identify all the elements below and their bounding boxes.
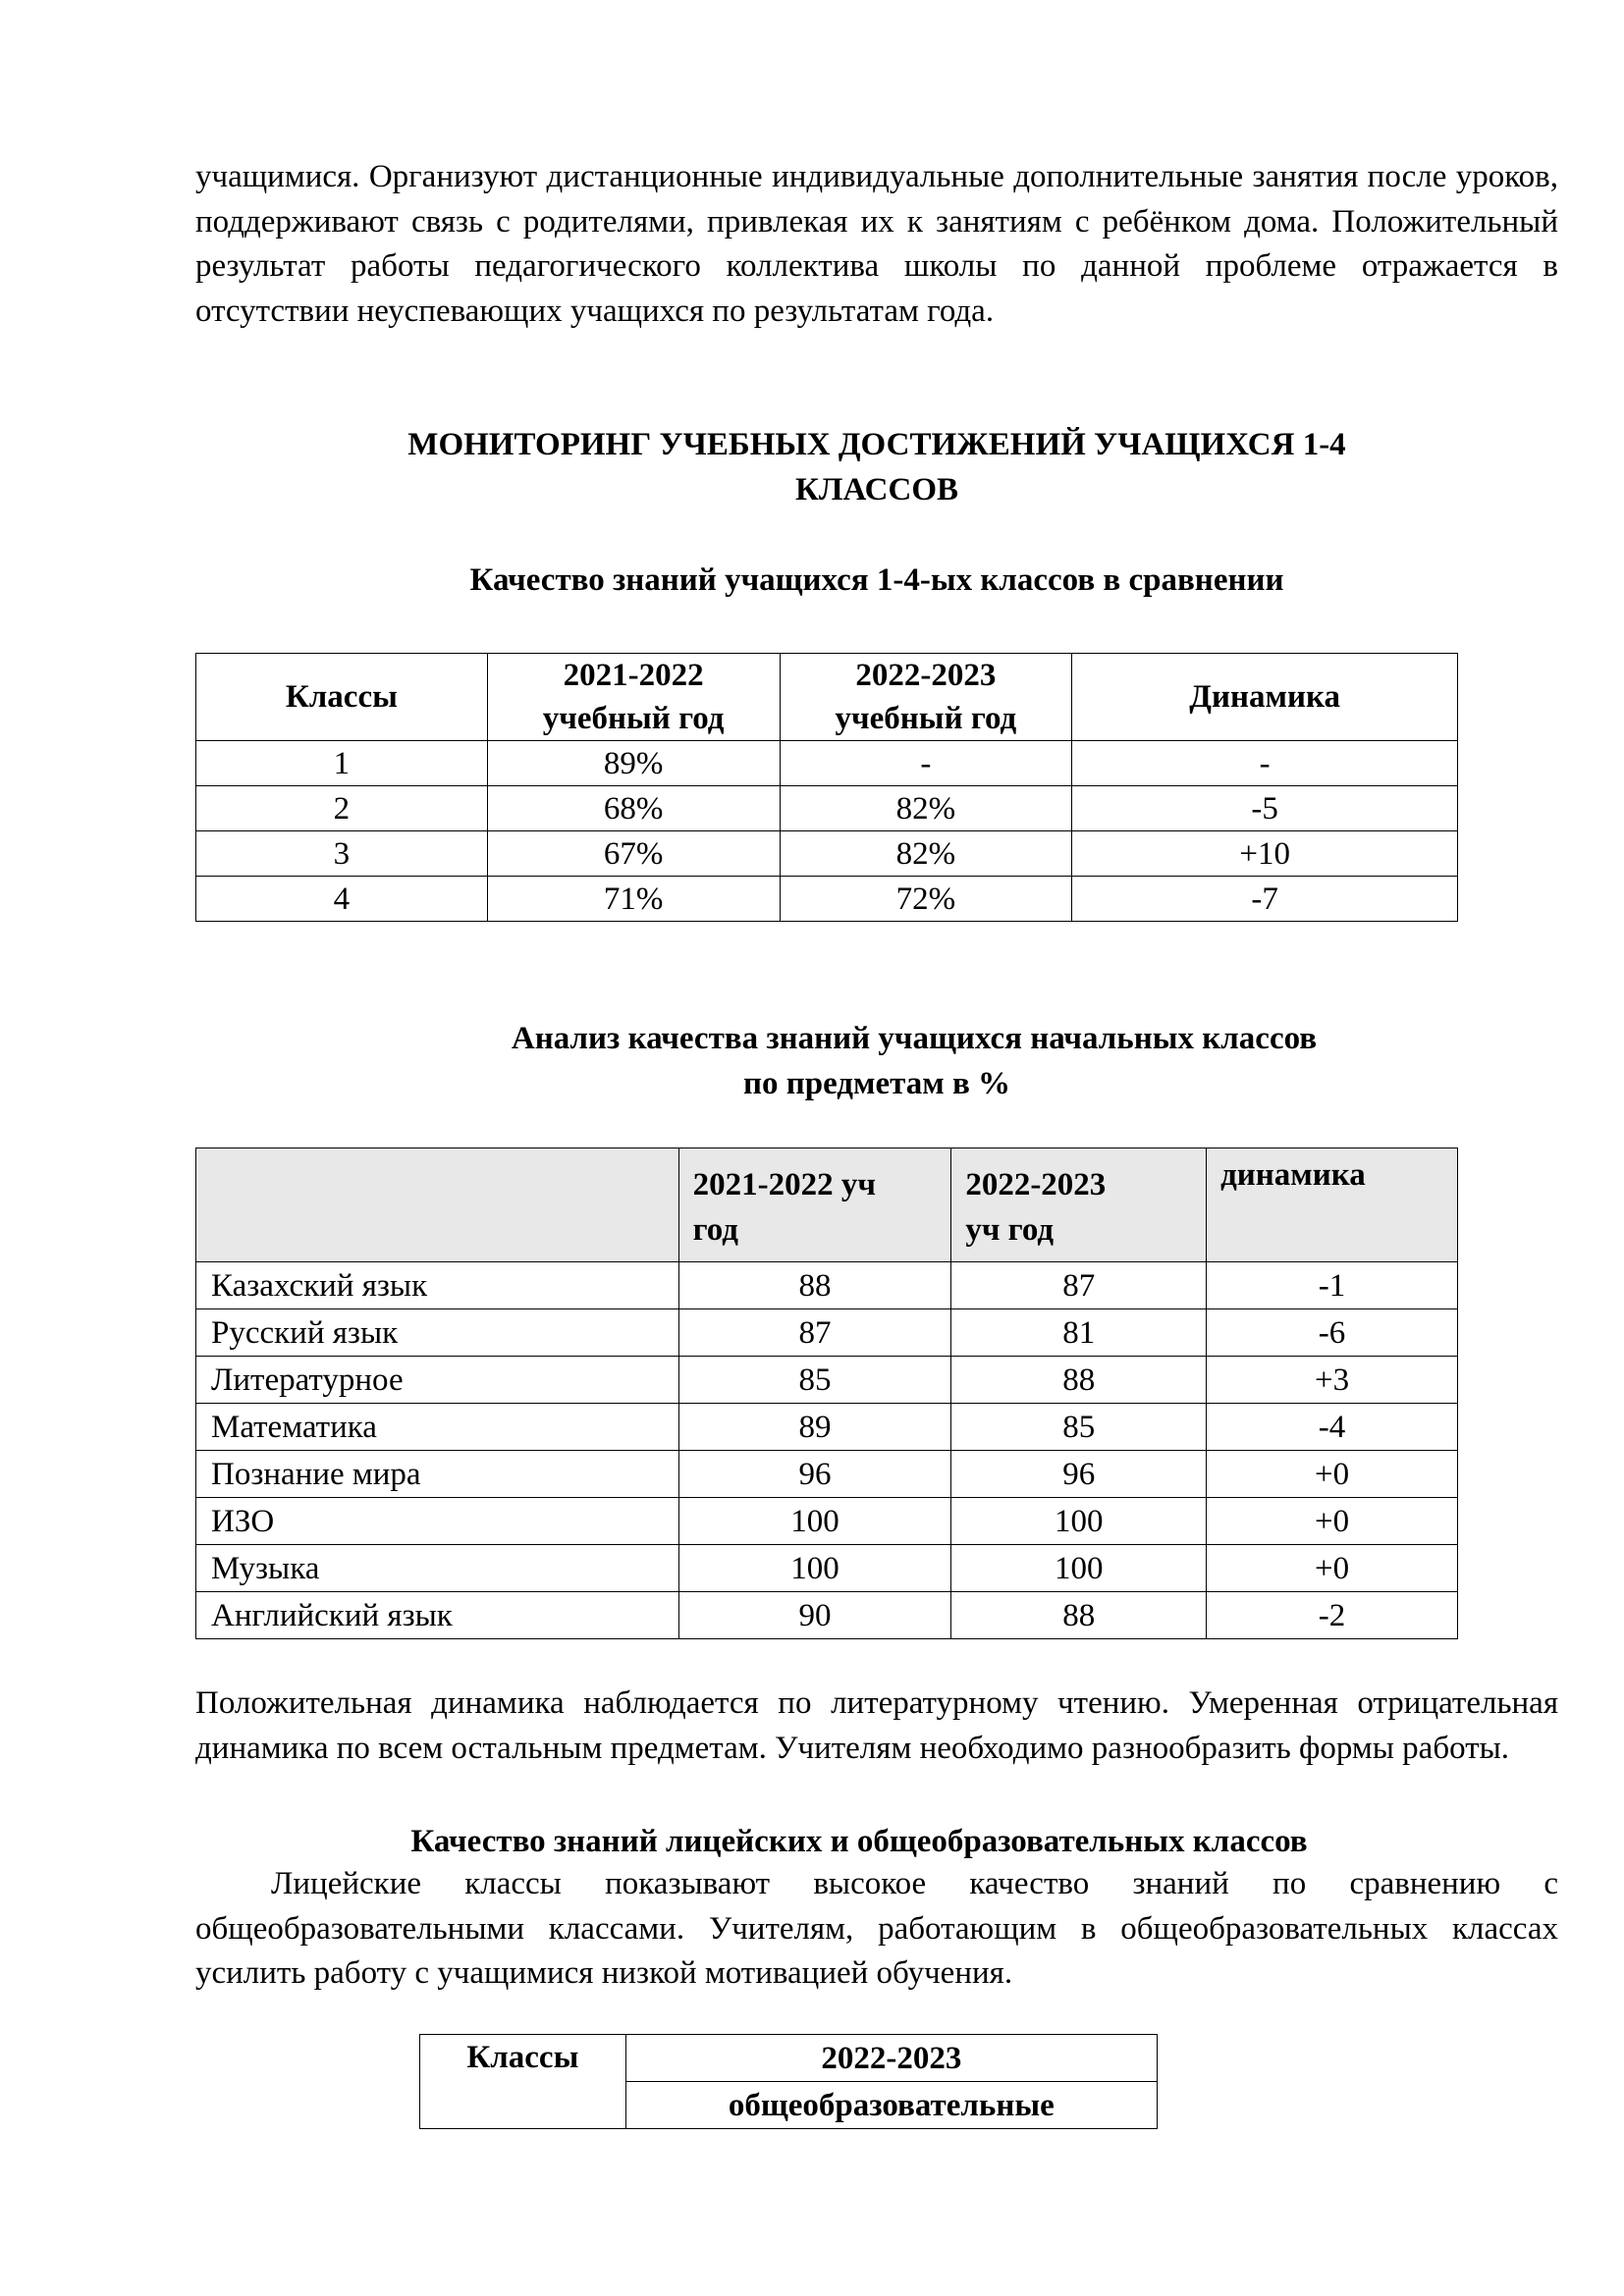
cell-subject: Математика xyxy=(196,1404,679,1451)
table-row xyxy=(196,1309,1458,1357)
header-year2-line1: 2022-2023 xyxy=(965,1167,1107,1202)
table-row xyxy=(196,831,1458,877)
table2-title xyxy=(195,1016,1558,1106)
table-row xyxy=(196,1404,1458,1451)
cell-dynamics: +0 xyxy=(1207,1498,1458,1545)
header-year1 xyxy=(487,654,780,741)
cell-year2: 88 xyxy=(951,1592,1207,1639)
main-title-line2: КЛАССОВ xyxy=(794,472,959,507)
table-row xyxy=(196,1592,1458,1639)
header-year: 2022-2023 xyxy=(625,2035,1157,2082)
cell-class: 1 xyxy=(196,741,488,786)
table-row xyxy=(196,741,1458,786)
cell-subject: Казахский язык xyxy=(196,1262,679,1309)
cell-year1: 68% xyxy=(487,786,780,831)
header-year2 xyxy=(951,1148,1207,1262)
cell-year1: 100 xyxy=(678,1545,951,1592)
header-classes: Классы xyxy=(420,2035,626,2129)
main-title-line1: МОНИТОРИНГ УЧЕБНЫХ ДОСТИЖЕНИЙ УЧАЩИХСЯ 1-4 xyxy=(407,427,1346,462)
cell-year1: 87 xyxy=(678,1309,951,1357)
cell-subject: Литературное xyxy=(196,1357,679,1404)
cell-dynamics: +0 xyxy=(1207,1451,1458,1498)
header-year1-line1: 2021-2022 уч xyxy=(692,1167,876,1202)
header-year1-line1: 2021-2022 xyxy=(563,658,704,693)
table1-title: Качество знаний учащихся 1-4-ых классов в сравнении xyxy=(469,562,1284,598)
table-row xyxy=(196,1357,1458,1404)
cell-year2: 88 xyxy=(951,1357,1207,1404)
table-row xyxy=(196,1451,1458,1498)
table-row xyxy=(196,1262,1458,1309)
main-title xyxy=(195,422,1558,512)
cell-year1: 90 xyxy=(678,1592,951,1639)
cell-dynamics: - xyxy=(1072,741,1458,786)
cell-dynamics: -5 xyxy=(1072,786,1458,831)
cell-year1: 88 xyxy=(678,1262,951,1309)
table-header-row xyxy=(196,1148,1458,1262)
cell-subject: ИЗО xyxy=(196,1498,679,1545)
section3-paragraph: Лицейские классы показывают высокое качество знаний по сравнению с общеобразовательными классами. Учителям, работающим в общеобразовательных классах усилить работу с учащимися низкой мотивацией обучения. xyxy=(195,1866,1558,1991)
cell-dynamics: +10 xyxy=(1072,831,1458,877)
cell-year2: 87 xyxy=(951,1262,1207,1309)
intro-paragraph: учащимися. Организуют дистанционные индивидуальные дополнительные занятия после уроков, поддерживают связь с родителями, привлекая их к занятиям с ребёнком дома. Положительный результат работы педагогического коллектива школы по данной проблеме отражается в отсутствии неуспевающих учащихся по результатам года. xyxy=(195,159,1558,329)
cell-year1: 71% xyxy=(487,877,780,922)
cell-dynamics: -4 xyxy=(1207,1404,1458,1451)
cell-year1: 100 xyxy=(678,1498,951,1545)
header-dynamics: Динамика xyxy=(1072,654,1458,741)
table-row xyxy=(196,877,1458,922)
header-year2-line2: уч год xyxy=(965,1212,1055,1248)
cell-dynamics: -1 xyxy=(1207,1262,1458,1309)
cell-subject: Английский язык xyxy=(196,1592,679,1639)
table-row xyxy=(196,1498,1458,1545)
header-general-education: общеобразовательные xyxy=(625,2082,1157,2129)
cell-year2: - xyxy=(780,741,1072,786)
cell-subject: Русский язык xyxy=(196,1309,679,1357)
header-classes: Классы xyxy=(196,654,488,741)
cell-year2: 100 xyxy=(951,1498,1207,1545)
header-year1-line2: учебный год xyxy=(542,701,725,736)
class-quality-table xyxy=(195,653,1458,922)
table-row xyxy=(196,1545,1458,1592)
table-header-row xyxy=(420,2035,1158,2082)
cell-dynamics: -7 xyxy=(1072,877,1458,922)
table2-title-line2: по предметам в % xyxy=(742,1066,1011,1101)
lyceum-classes-table xyxy=(419,2034,1158,2129)
table-row xyxy=(196,786,1458,831)
cell-class: 3 xyxy=(196,831,488,877)
cell-dynamics: +3 xyxy=(1207,1357,1458,1404)
header-year2-line2: учебный год xyxy=(835,701,1017,736)
cell-year1: 67% xyxy=(487,831,780,877)
subject-quality-table xyxy=(195,1148,1458,1639)
header-year2 xyxy=(780,654,1072,741)
cell-year2: 85 xyxy=(951,1404,1207,1451)
table-header-row xyxy=(196,654,1458,741)
cell-year2: 72% xyxy=(780,877,1072,922)
cell-class: 4 xyxy=(196,877,488,922)
header-year2-line1: 2022-2023 xyxy=(855,658,997,693)
cell-subject: Познание мира xyxy=(196,1451,679,1498)
header-year1 xyxy=(678,1148,951,1262)
cell-year2: 82% xyxy=(780,831,1072,877)
cell-year1: 89% xyxy=(487,741,780,786)
cell-class: 2 xyxy=(196,786,488,831)
cell-year2: 81 xyxy=(951,1309,1207,1357)
header-subject xyxy=(196,1148,679,1262)
cell-dynamics: +0 xyxy=(1207,1545,1458,1592)
table2-title-line1: Анализ качества знаний учащихся начальных классов xyxy=(511,1021,1318,1056)
cell-dynamics: -2 xyxy=(1207,1592,1458,1639)
cell-dynamics: -6 xyxy=(1207,1309,1458,1357)
dynamics-paragraph: Положительная динамика наблюдается по литературному чтению. Умеренная отрицательная динамика по всем остальным предметам. Учителям необходимо разнообразить формы работы. xyxy=(195,1685,1558,1766)
cell-year2: 100 xyxy=(951,1545,1207,1592)
section3-title: Качество знаний лицейских и общеобразовательных классов xyxy=(410,1824,1308,1859)
header-dynamics: динамика xyxy=(1207,1148,1458,1262)
cell-year1: 89 xyxy=(678,1404,951,1451)
cell-subject: Музыка xyxy=(196,1545,679,1592)
cell-year2: 82% xyxy=(780,786,1072,831)
cell-year2: 96 xyxy=(951,1451,1207,1498)
header-year1-line2: год xyxy=(692,1212,738,1248)
cell-year1: 85 xyxy=(678,1357,951,1404)
cell-year1: 96 xyxy=(678,1451,951,1498)
